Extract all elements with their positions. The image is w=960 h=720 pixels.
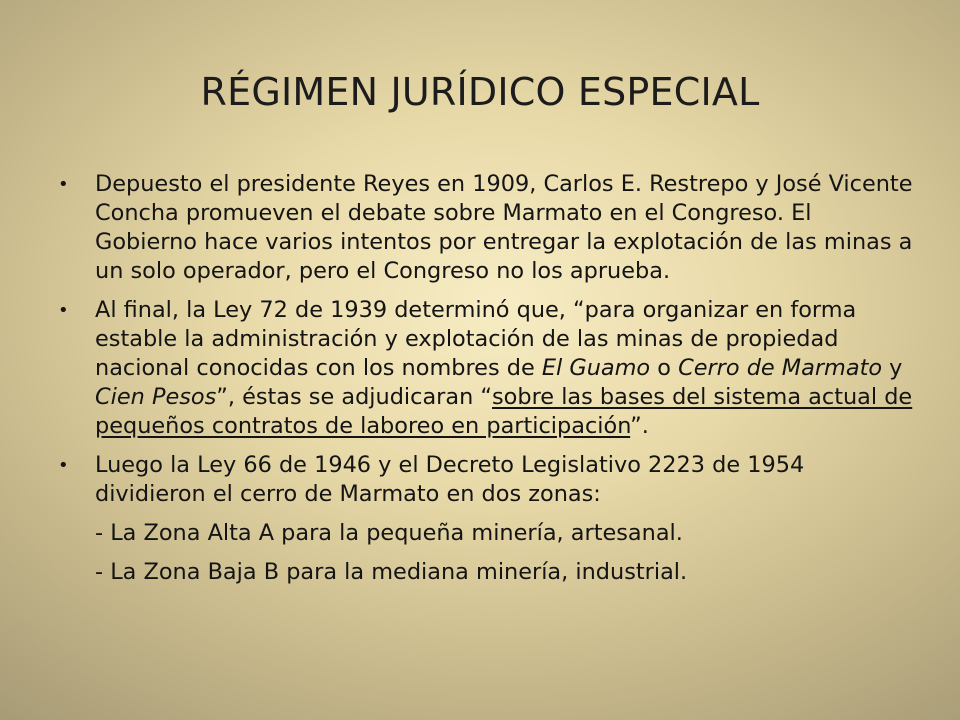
sub-line-zona-alta: - La Zona Alta A para la pequeña minería, artesanal. [95,520,683,546]
bullet-2-text-c: y [882,355,903,381]
bullet-text-2 [95,297,912,439]
bullet-item-2 [58,296,913,441]
slide-body [58,170,913,597]
bullet-2-text-a: Al final, la Ley 72 de 1939 determinó que, “para organizar en forma estable la administración y explotación de las minas de propiedad nacional conocidas con los nombres de [95,297,857,381]
bullet-item-1 [58,170,913,286]
bullet-2-text-d: ”, éstas se adjudicaran “ [216,384,493,410]
cerro-de-marmato-italic: Cerro de Marmato [678,355,883,381]
bullet-text-1: Depuesto el presidente Reyes en 1909, Carlos E. Restrepo y José Vicente Concha promueven el debate sobre Marmato en el Congreso. El Gobierno hace varios intentos por entregar la explotación de las minas a un solo operador, pero el Congreso no los aprueba. [95,171,913,284]
el-guamo-italic: El Guamo [541,355,651,381]
bullet-icon: • [58,174,69,195]
underlined-quote: sobre las bases del sistema actual de pequeños contratos de laboreo en participación [95,384,913,439]
bullet-2-text-e: ”. [630,413,649,439]
sub-line-zona-baja: - La Zona Baja B para la mediana minería, industrial. [95,559,688,585]
slide-title: RÉGIMEN JURÍDICO ESPECIAL [200,70,760,114]
bullet-text-3: Luego la Ley 66 de 1946 y el Decreto Legislativo 2223 de 1954 dividieron el cerro de Marmato en dos zonas: [95,452,805,507]
bullet-2-text-b: o [650,355,679,381]
bullet-icon: • [58,300,69,321]
bullet-icon: • [58,455,69,476]
cien-pesos-italic: Cien Pesos [95,384,217,410]
bullet-item-3 [58,451,913,509]
